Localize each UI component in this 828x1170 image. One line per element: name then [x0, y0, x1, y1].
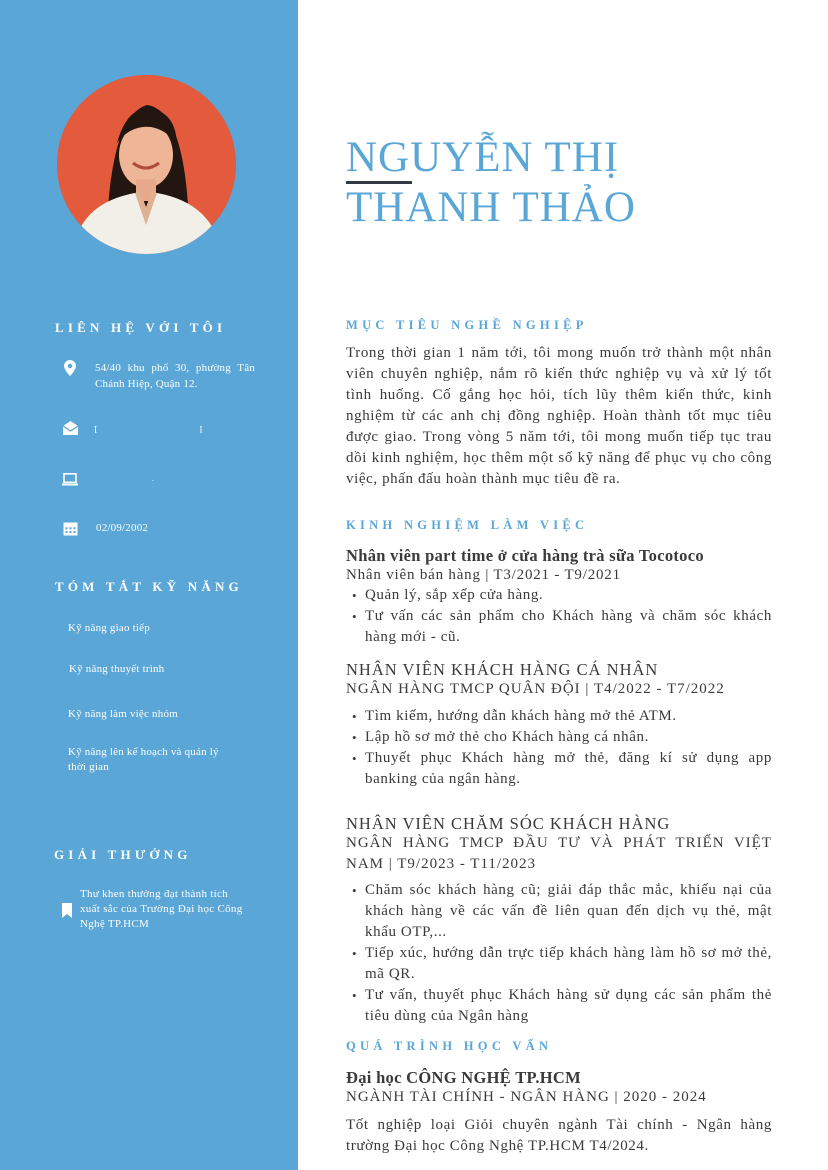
- skill-item: Kỹ năng làm việc nhóm: [68, 708, 178, 720]
- bookmark-icon: [62, 903, 72, 932]
- job-subtitle: NGÂN HÀNG TMCP QUÂN ĐỘI | T4/2022 - T7/2022: [346, 681, 725, 697]
- skills-heading: TÓM TẮT KỸ NĂNG: [55, 579, 243, 594]
- address-text: 54/40 khu phố 30, phường Tân Chánh Hiệp, Quận 12.: [95, 362, 255, 390]
- major-text: NGÀNH TÀI CHÍNH - NGÂN HÀNG | 2020 - 2024: [346, 1089, 707, 1105]
- name-underline: [346, 181, 412, 184]
- job-duties: [346, 880, 772, 1027]
- list-item: • Tìm kiếm, hướng dẫn khách hàng mở thẻ ATM.: [346, 706, 772, 727]
- contact-website: [62, 471, 262, 487]
- job-subtitle: NGÂN HÀNG TMCP ĐẦU TƯ VÀ PHÁT TRIỂN VIỆT NAM | T9/2023 - T11/2023: [346, 835, 772, 872]
- list-item: • Thuyết phục Khách hàng mở thẻ, đăng kí sử dụng app banking của ngân hàng.: [346, 748, 772, 790]
- list-item: • Tư vấn các sản phẩm cho Khách hàng và chăm sóc khách hàng mới - cũ.: [346, 606, 772, 648]
- award-text: Thư khen thưởng đạt thành tích xuất sắc của Trường Đại học Công Nghệ TP.HCM: [80, 888, 243, 930]
- birthday-text: 02/09/2002: [96, 522, 149, 534]
- contact-address: [62, 360, 262, 392]
- school-name: Đại học CÔNG NGHỆ TP.HCM: [346, 1068, 582, 1087]
- job-title: Nhân viên part time ở cửa hàng trà sữa Tocotoco: [346, 546, 704, 565]
- main-content: [298, 0, 828, 1170]
- profile-photo: [57, 75, 236, 254]
- education-text: Tốt nghiệp loại Giỏi chuyên ngành Tài chính - Ngân hàng trường Đại học Công Nghệ TP.HCM T4/2024.: [346, 1117, 772, 1154]
- job-title: NHÂN VIÊN CHĂM SÓC KHÁCH HÀNG: [346, 814, 671, 833]
- calendar-icon: [62, 520, 78, 536]
- job-duties: [346, 706, 772, 790]
- objective-text: Trong thời gian 1 năm tới, tôi mong muốn trở thành một nhân viên chuyên nghiệp, nắm rõ kiến thức nghiệp vụ và xử lý tốt tình huống. Cố gắng học hỏi, tích lũy thêm kiến thức, kinh nghiệm từ các anh chị đồng nghiệp. Hoàn thành tốt mục tiêu được giao. Trong vòng 5 năm tới, tôi mong muốn tiếp tục trau dồi kinh nghiệm, học thêm một số kỹ năng để phục vụ cho công việc, phấn đấu hoàn thành mục tiêu đề ra.: [346, 345, 772, 487]
- job-title: NHÂN VIÊN KHÁCH HÀNG CÁ NHÂN: [346, 660, 659, 679]
- list-item: • Tiếp xúc, hướng dẫn trực tiếp khách hàng làm hồ sơ mở thẻ, mã QR.: [346, 943, 772, 985]
- skill-item: Kỹ năng lên kế hoạch và quản lý thời gian: [68, 746, 219, 773]
- laptop-icon: [62, 471, 78, 487]
- award-item: [62, 887, 252, 932]
- awards-heading: GIẢI THƯỞNG: [54, 847, 192, 862]
- website-text[interactable]: .: [152, 474, 155, 483]
- skill-item: Kỹ năng giao tiếp: [68, 622, 150, 634]
- objective-heading: MỤC TIÊU NGHỀ NGHIỆP: [346, 318, 588, 332]
- skill-item: Kỹ năng thuyết trình: [69, 663, 165, 675]
- list-item: • Quản lý, sắp xếp cửa hàng.: [346, 585, 772, 606]
- name-line-2: THANH THẢO: [346, 184, 636, 231]
- envelope-icon: [62, 420, 78, 436]
- name-line-1: NGUYỄN THỊ: [346, 134, 620, 181]
- contact-birthday: [62, 520, 262, 536]
- list-item: • Chăm sóc khách hàng cũ; giải đáp thắc mắc, khiếu nại của khách hàng về các vấn đề liên quan đến dịch vụ thẻ, mật khẩu OTP,...: [346, 880, 772, 943]
- job-subtitle: Nhân viên bán hàng | T3/2021 - T9/2021: [346, 567, 621, 583]
- location-pin-icon: [62, 360, 78, 376]
- job-duties: [346, 585, 772, 648]
- list-item: • Lập hồ sơ mở thẻ cho Khách hàng cá nhân.: [346, 727, 772, 748]
- education-heading: QUÁ TRÌNH HỌC VẤN: [346, 1039, 553, 1053]
- contact-email: [62, 420, 262, 436]
- sidebar: [0, 0, 298, 1170]
- list-item: • Tư vấn, thuyết phục Khách hàng sử dụng các sản phẩm thẻ tiêu dùng của Ngân hàng: [346, 985, 772, 1027]
- experience-heading: KINH NGHIỆM LÀM VIỆC: [346, 518, 589, 532]
- contact-heading: LIÊN HỆ VỚI TÔI: [55, 320, 227, 335]
- email-text[interactable]: ꞁ ꞁ: [94, 423, 203, 433]
